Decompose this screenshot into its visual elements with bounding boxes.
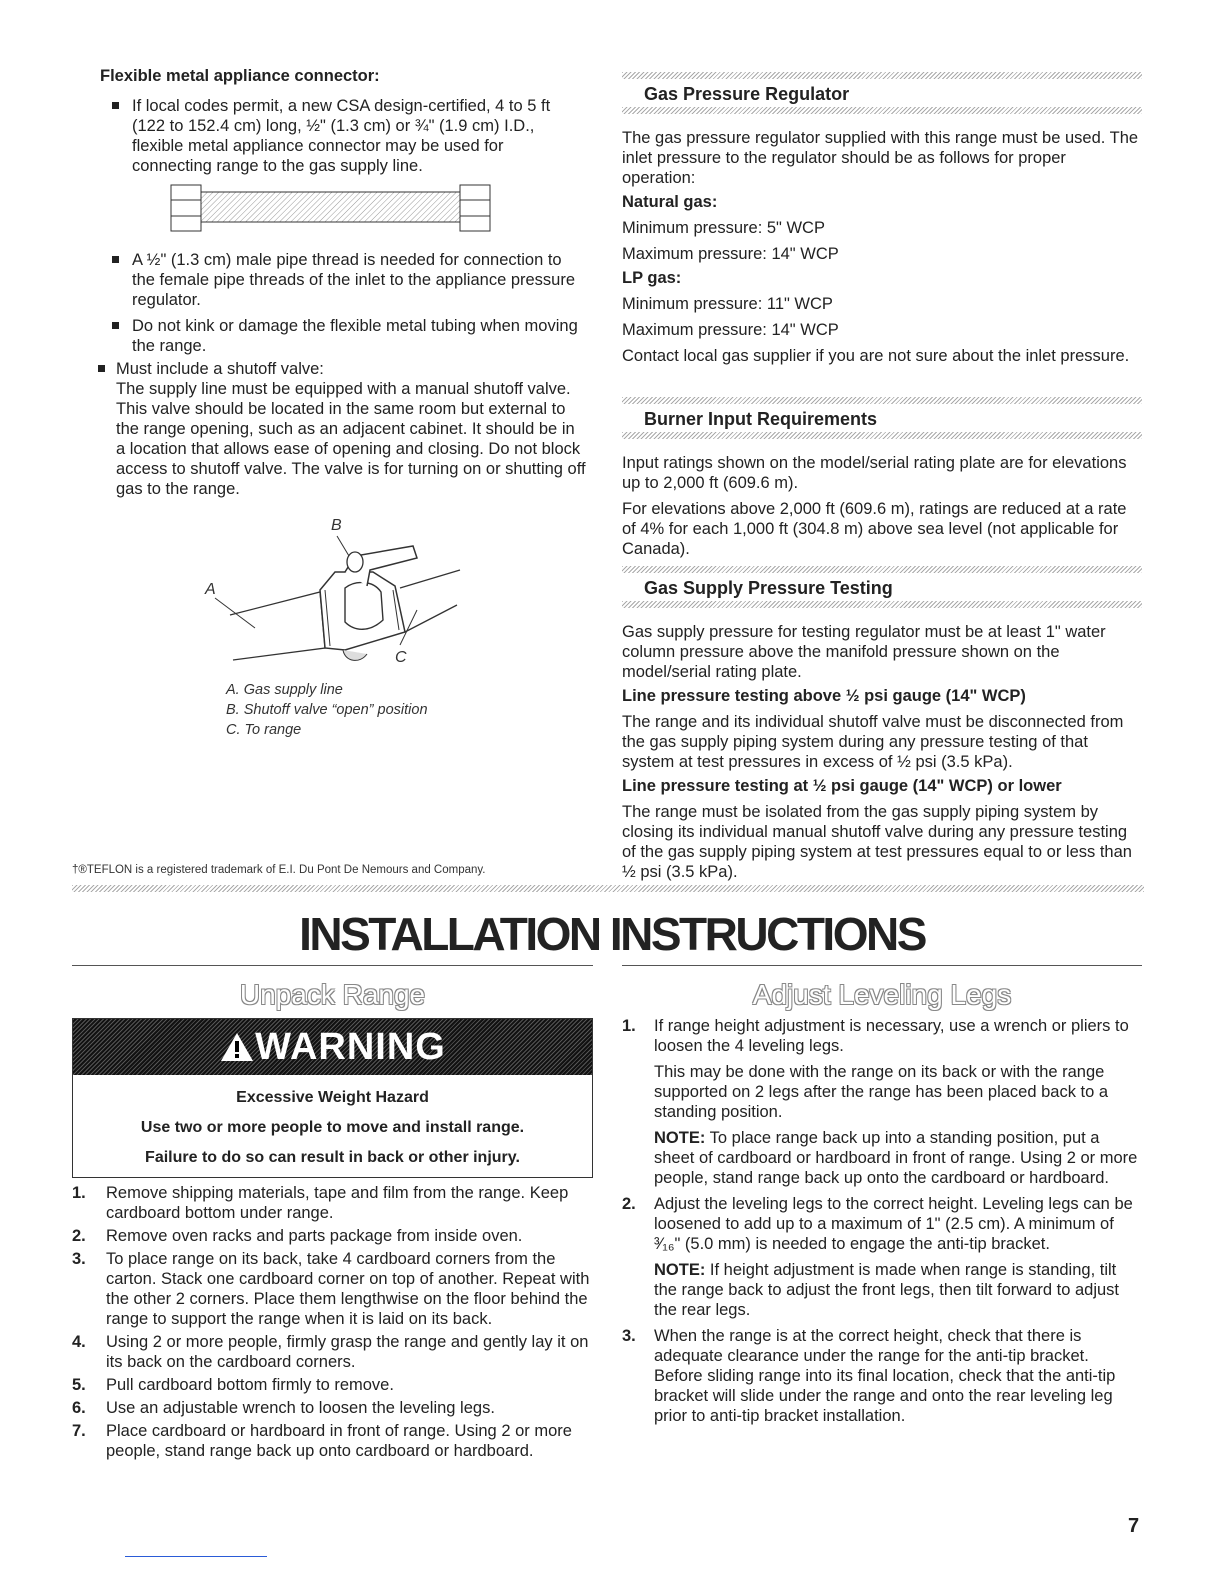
note-label: NOTE: bbox=[654, 1129, 706, 1147]
step-number: 2. bbox=[72, 1227, 86, 1245]
note-text: To place range back up into a standing position, put a sheet of cardboard or hardboard in front of range. Using 2 or more people, stand range back up onto the cardboard or hardboard. bbox=[654, 1129, 1138, 1187]
line-above-text: The range and its individual shutoff valve must be disconnected from the gas supply piping system during any pressure testing of that system at test pressures in excess of ½ psi (3.5 kPa). bbox=[622, 713, 1124, 771]
fig-label-a: A bbox=[205, 581, 216, 598]
warning-triangle-icon bbox=[219, 1031, 255, 1063]
bullet-text: Do not kink or damage the flexible metal tubing when moving the range. bbox=[132, 317, 578, 355]
natural-gas-label: Natural gas: bbox=[622, 193, 718, 211]
step-text: Use an adjustable wrench to loosen the leveling legs. bbox=[106, 1399, 495, 1417]
link-underline bbox=[125, 1556, 267, 1557]
step-text: To place range on its back, take 4 cardboard corners from the carton. Stack one cardboard corner on top of another. Repeat with the other 2 corners. Place them lengthwise on the floor behind the range to support the range when it is laid on its back. bbox=[106, 1250, 590, 1328]
step-text: Remove oven racks and parts package from inside oven. bbox=[106, 1227, 523, 1245]
bullet-square-icon bbox=[98, 365, 105, 372]
bullet-text: If local codes permit, a new CSA design-certified, 4 to 5 ft (122 to 152.4 cm) long, ½" (1.3 cm) or ¾" (1.9 cm) I.D., flexible metal appliance connector may be used for connecting range to the gas supply line. bbox=[132, 97, 551, 175]
bullet-square-icon bbox=[112, 102, 119, 109]
section-rule bbox=[72, 965, 593, 966]
page-number: 7 bbox=[1128, 1515, 1140, 1537]
step-text: When the range is at the correct height, check that there is adequate clearance under the range for the anti-tip bracket. Before sliding range into its final location, check that the anti-tip bracket will slide under the range and onto the rear leveling leg prior to anti-tip bracket installation. bbox=[654, 1327, 1116, 1425]
list-item bbox=[72, 1183, 592, 1223]
shutoff-valve-illustration bbox=[195, 510, 475, 670]
valve-legend bbox=[226, 680, 428, 740]
step-text: Remove shipping materials, tape and film from the range. Keep cardboard bottom under range. bbox=[106, 1184, 569, 1222]
ng-max: Maximum pressure: 14" WCP bbox=[622, 245, 839, 263]
bullet-square-icon bbox=[112, 256, 119, 263]
legend-a: A. Gas supply line bbox=[226, 682, 343, 698]
list-item bbox=[72, 1249, 592, 1329]
step-text: Using 2 or more people, firmly grasp the range and gently lay it on its back on the cardboard corners. bbox=[106, 1333, 589, 1371]
section-divider bbox=[622, 432, 1142, 439]
list-item bbox=[72, 1421, 592, 1461]
step-number: 3. bbox=[622, 1327, 636, 1345]
list-item bbox=[72, 1226, 592, 1246]
main-title: INSTALLATION INSTRUCTIONS bbox=[299, 908, 925, 960]
line-at-text: The range must be isolated from the gas supply piping system by closing its individual manual shutoff valve during any pressure testing of the gas supply piping system at test pressures equal to or less than ½ psi (3.5 kPa). bbox=[622, 803, 1132, 881]
step-text: Pull cardboard bottom firmly to remove. bbox=[106, 1376, 394, 1394]
step-number: 3. bbox=[72, 1250, 86, 1268]
contact-text: Contact local gas supplier if you are not sure about the inlet pressure. bbox=[622, 347, 1130, 365]
bullet-text: A ½" (1.3 cm) male pipe thread is needed for connection to the female pipe threads of the inlet to the appliance pressure regulator. bbox=[132, 251, 576, 309]
lp-max: Maximum pressure: 14" WCP bbox=[622, 321, 839, 339]
step-text: This may be done with the range on its back or with the range supported on 2 legs after the range has been placed back to a standing position. bbox=[654, 1063, 1109, 1121]
burner-section bbox=[622, 397, 1142, 559]
section-divider bbox=[622, 566, 1142, 573]
warning-line: Use two or more people to move and install range. bbox=[140, 1119, 525, 1136]
connector-heading: Flexible metal appliance connector: bbox=[100, 67, 380, 85]
list-item bbox=[72, 1398, 592, 1418]
fig-label-c: C bbox=[395, 649, 407, 666]
list-item bbox=[622, 1326, 1140, 1426]
adjust-heading: Adjust Leveling Legs bbox=[752, 979, 1012, 1010]
testing-section bbox=[622, 566, 1142, 882]
step-number: 7. bbox=[72, 1422, 86, 1440]
regulator-section bbox=[622, 72, 1142, 366]
bullet-item bbox=[98, 359, 588, 499]
unpack-steps bbox=[72, 1183, 592, 1464]
legend-c: C. To range bbox=[226, 722, 302, 738]
section-divider bbox=[622, 107, 1142, 114]
list-item bbox=[622, 1016, 1140, 1188]
line-at-heading: Line pressure testing at ½ psi gauge (14" WCP) or lower bbox=[622, 777, 1062, 795]
ng-min: Minimum pressure: 5" WCP bbox=[622, 219, 825, 237]
shutoff-text: The supply line must be equipped with a manual shutoff valve. This valve should be located in the same room but external to the range opening, such as an adjacent cabinet. It should be in a location that allows ease of opening and closing. Do not block access to shutoff valve. The valve is for turning on or shutting off gas to the range. bbox=[116, 380, 586, 498]
section-rule bbox=[622, 965, 1142, 966]
step-text: If range height adjustment is necessary, use a wrench or pliers to loosen the 4 leveling legs. bbox=[654, 1017, 1129, 1055]
list-item bbox=[622, 1194, 1140, 1320]
step-number: 5. bbox=[72, 1376, 86, 1394]
warning-header bbox=[73, 1019, 592, 1075]
connector-section bbox=[98, 66, 593, 176]
bullet-item bbox=[98, 316, 582, 356]
fig-label-b: B bbox=[331, 517, 342, 534]
list-item bbox=[72, 1375, 592, 1395]
step-number: 4. bbox=[72, 1333, 86, 1351]
step-text: Adjust the leveling legs to the correct height. Leveling legs can be loosened to add up to a maximum of 1" (2.5 cm). A minimum of ³⁄₁₆" (5.0 mm) is needed to engage the anti-tip bracket. bbox=[654, 1195, 1133, 1253]
regulator-text: The gas pressure regulator supplied with this range must be used. The inlet pressure to the regulator should be as follows for proper operation: bbox=[622, 129, 1139, 187]
flexible-connector-illustration bbox=[170, 184, 492, 234]
shutoff-title: Must include a shutoff valve: bbox=[116, 360, 324, 378]
regulator-heading: Gas Pressure Regulator bbox=[644, 84, 850, 104]
list-item bbox=[72, 1332, 592, 1372]
warning-label: WARNING bbox=[255, 1025, 446, 1068]
lp-min: Minimum pressure: 11" WCP bbox=[622, 295, 833, 313]
step-text: Place cardboard or hardboard in front of range. Using 2 or more people, stand range back up onto cardboard or hardboard. bbox=[106, 1422, 572, 1460]
step-number: 1. bbox=[72, 1184, 86, 1202]
testing-heading: Gas Supply Pressure Testing bbox=[644, 578, 893, 598]
bullet-item bbox=[98, 250, 582, 310]
hazard-title: Excessive Weight Hazard bbox=[236, 1089, 429, 1106]
step-number: 6. bbox=[72, 1399, 86, 1417]
warning-line: Failure to do so can result in back or other injury. bbox=[145, 1149, 520, 1166]
warning-box bbox=[72, 1018, 593, 1178]
burner-text: Input ratings shown on the model/serial rating plate are for elevations up to 2,000 ft (609.6 m). bbox=[622, 454, 1127, 492]
section-divider bbox=[622, 72, 1142, 79]
adjust-steps bbox=[622, 1016, 1140, 1426]
warning-body bbox=[73, 1075, 592, 1177]
step-number: 2. bbox=[622, 1195, 636, 1213]
note-text: If height adjustment is made when range is standing, tilt the range back to adjust the front legs, then tilt forward to adjust the rear legs. bbox=[654, 1261, 1120, 1319]
bullet-item bbox=[98, 96, 582, 176]
testing-text: Gas supply pressure for testing regulator must be at least 1" water column pressure above the manifold pressure shown on the model/serial rating plate. bbox=[622, 623, 1106, 681]
page-divider bbox=[72, 885, 1144, 892]
connector-bullets bbox=[98, 250, 593, 356]
line-above-heading: Line pressure testing above ½ psi gauge (14" WCP) bbox=[622, 687, 1026, 705]
burner-heading: Burner Input Requirements bbox=[644, 409, 878, 429]
lp-gas-label: LP gas: bbox=[622, 269, 682, 287]
step-number: 1. bbox=[622, 1017, 636, 1035]
bullet-square-icon bbox=[112, 322, 119, 329]
section-divider bbox=[622, 397, 1142, 404]
shutoff-section bbox=[98, 359, 588, 499]
teflon-footnote: †®TEFLON is a registered trademark of E.I. Du Pont De Nemours and Company. bbox=[72, 864, 486, 876]
note-label: NOTE: bbox=[654, 1261, 706, 1279]
legend-b: B. Shutoff valve “open” position bbox=[226, 702, 428, 718]
unpack-heading: Unpack Range bbox=[239, 979, 426, 1010]
burner-text: For elevations above 2,000 ft (609.6 m), ratings are reduced at a rate of 4% for each 1,000 ft (304.8 m) above sea level (not applicable for Canada). bbox=[622, 500, 1127, 558]
section-divider bbox=[622, 601, 1142, 608]
